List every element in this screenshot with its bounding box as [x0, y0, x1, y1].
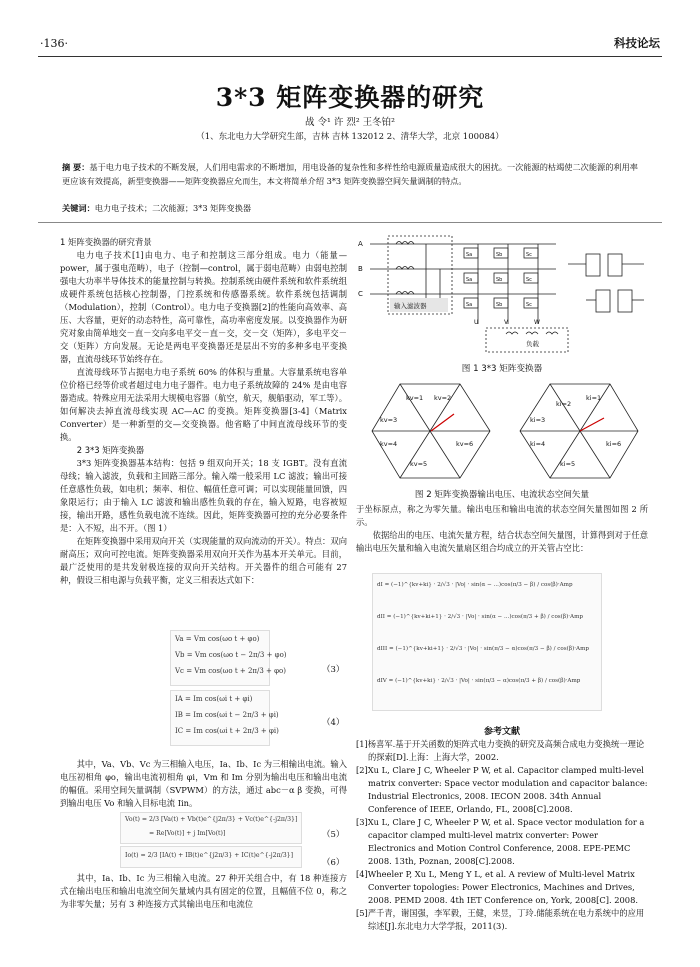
keywords-label: 关键词：	[62, 203, 95, 213]
page-number: ·136·	[40, 37, 68, 50]
right-column-text	[356, 503, 648, 555]
figure-1-switch-label: Sb	[496, 277, 503, 283]
figure-2-vector-diagram	[370, 378, 642, 484]
duty-eq-line: dI = (−1)^{kv+ki} · 2/√3 · |Vo| · sin(α − ...)cos(π/3 − β) / cos(β)·Amp	[377, 582, 573, 588]
section1-paragraph-1: 电力电子技术[1]由电力、电子和控制这三部分组成。电力（能量—power，属于强电范畴），电子（控制—control，属于弱电范畴）由弱电控制强电大功率半导体技术的能量控制与转换。控制系统由硬件系统和软件系统组成硬件系统包括核心控制器，门控系统和传感器系统。软件系统包括调制（Modulation），控制（Control）。电力电子变换器[2]的性能向高效率、高压、大容量，更好的动态特性，高可靠性，高功率密度发展。以变换器作为研究对象由简单地交－直－交向多电平交－直－交，交－交（矩阵），多电平交－交（矩阵）方向发展。无论是两电平变换器还是层出不穷的多种多电平变换器，直流母线环节始终存在。	[60, 250, 347, 364]
para-after-eq4: 其中，Va、Vb、Vc 为三相输入电压，Ia、Ib、Ic 为三相输出电流。输入电压初相角 φo，输出电流初相角 φi，Vm 和 Im 分别为输出电压和输出电流的幅值。采用空间矢量调制（SVPWM）的方法，通过 abc－α β 变换，可得到输出电压 Vo 和输入目标电流 Iin。	[60, 759, 347, 808]
figure-2-right-sector: ki=5	[560, 460, 576, 468]
figure-1-phase-label: C	[358, 290, 363, 298]
keywords	[62, 203, 640, 214]
figure-2-right-sector: ki=3	[530, 416, 546, 424]
equation-6-number: （6）	[322, 858, 345, 868]
abstract-label: 摘 要：	[62, 162, 90, 172]
equation-4	[170, 690, 279, 746]
figure-2-left-sector: kv=4	[380, 440, 398, 448]
figure-2-left-sector: kv=3	[380, 416, 398, 424]
authors: 战 令¹ 许 烈² 王冬铂²	[304, 117, 395, 128]
equation-3-number: （3）	[322, 665, 345, 675]
figure-1-switch-label: Sc	[526, 252, 532, 258]
figure-2-caption: 图 2 矩阵变换器输出电压、电流状态空间矢量	[414, 490, 590, 500]
figure-2-left-sector: kv=2	[434, 394, 452, 402]
figure-2-left-sector: kv=6	[456, 440, 474, 448]
figure-1-circuit	[356, 234, 648, 356]
abstract	[62, 160, 640, 188]
right-paragraph-1: 于坐标原点，称之为零矢量。输出电压和输出电流的状态空间矢量图如图 2 所示。	[356, 504, 648, 527]
references-heading: 参考文献	[483, 727, 520, 737]
journal-section: 科技论坛	[614, 36, 660, 50]
figure-2-right-sector: ki=1	[586, 394, 602, 402]
figure-1-switch-label: Sc	[526, 277, 532, 283]
reference-item: [4]Wheeler P, Xu L, Meng Y L, et al. A review of Multi-level Matrix Converter topologies: Power Electronics, Machines and Drives, 2008. PEMD 2008. 4th IET Conference on, York, 2008[C]. 2008.	[356, 869, 638, 905]
affiliations: （1、东北电力大学研究生部，吉林 吉林 132012 2、清华大学，北京 100084）	[196, 132, 504, 142]
section2-heading: 2 3*3 矩阵变换器	[76, 445, 145, 455]
figure-1-output-label: U	[474, 319, 479, 326]
keywords-text: 电力电子技术；二次能源；3*3 矩阵变换器	[94, 203, 252, 213]
abstract-text: 基于电力电子技术的不断发展，人们用电需求的不断增加，用电设备的复杂性和多样性给电源质量造成很大的困扰。一次能源的枯竭使二次能源的利用率更应该有效提高，新型变换器——矩阵变换器应允而生，本文将简单介绍 3*3 矩阵变换器空间矢量调制的特点。	[62, 162, 638, 186]
eq3-line: Vc = Vm cos(ωo t + 2π/3 + φo)	[175, 667, 286, 675]
figure-1-load-label: 负载	[526, 340, 539, 348]
eq5-line: Vo(t) = 2/3 [Va(t) + Vb(t)e^{j2π/3} + Vc(t)e^{-j2π/3}]	[125, 816, 298, 823]
para-after-eq6-block	[60, 872, 347, 911]
eq4-line: IC = Im cos(ωi t + 2π/3 + φi)	[175, 727, 279, 735]
equation-3	[170, 630, 287, 686]
eq4-line: IB = Im cos(ωi t − 2π/3 + φi)	[175, 711, 279, 719]
right-paragraph-2: 依据给出的电压、电流矢量方程，结合状态空间矢量图，计算得到对于任意输出电压矢量和输入电流矢量扇区组合均成立的开关管占空比：	[356, 530, 648, 553]
duty-cycle-equations	[372, 573, 602, 711]
figure-1-output-label: V	[504, 319, 509, 326]
left-column	[60, 236, 347, 587]
figure-1-output-label: W	[534, 319, 540, 326]
section1-heading: 1 矩阵变换器的研究背景	[60, 237, 152, 247]
equation-4-number: （4）	[322, 718, 345, 728]
para-after-eq4-block	[60, 758, 347, 810]
eq5-line: = Re[Vo(t)] + j Im[Vo(t)]	[149, 830, 226, 837]
duty-eq-line: dIV = (−1)^{kv+ki} · 2/√3 · |Vo| · sin(π/3 − α)cos(π/3 + β) / cos(β)·Amp	[377, 678, 581, 684]
figure-1-switch-label: Sb	[496, 302, 503, 308]
figure-1-switch-label: Sc	[526, 302, 532, 308]
figure-1-switch-label: Sa	[466, 252, 473, 258]
figure-2-left-sector: kv=5	[410, 460, 428, 468]
paper-title: 3*3 矩阵变换器的研究	[215, 83, 485, 112]
figure-2-right-sector: ki=4	[530, 440, 546, 448]
figure-1-caption: 图 1 3*3 矩阵变换器	[461, 364, 543, 374]
header-rule	[38, 56, 662, 57]
eq6-line: Io(t) = 2/3 [IA(t) + IB(t)e^{j2π/3} + IC(t)e^{-j2π/3}]	[125, 852, 294, 859]
figure-2-left-sector: kv=1	[406, 394, 424, 402]
eq3-line: Va = Vm cos(ωo t + φo)	[175, 635, 260, 643]
para-after-eq6: 其中，Ia、Ib、Ic 为三相输入电流。27 种开关组合中，有 18 种连接方式在输出电压和输出电流空间矢量域内具有固定的位置，且幅值不位 0，称之为非零矢量；另有 3 种连接方式其输出电压和电流位	[60, 873, 347, 909]
reference-item: [2]Xu L, Clare J C, Wheeler P W, et al. Capacitor clamped multi-level matrix converter: Space vector modulation and capacitor balance: Industrial Electronics, 2008. IECON 2008. 34th Annual Conference of IEEE, Orlando, FL, 2008[C].2008.	[356, 765, 648, 814]
figure-1-phase-label: A	[358, 240, 363, 248]
figure-1-phase-label: B	[358, 265, 363, 273]
abstract-rule	[38, 222, 662, 223]
reference-item: [5]严千青，谢国强，李军毅，王健，来昱，丁玲.储能系统在电力系统中的应用综述[J].东北电力大学学报，2011(3).	[356, 908, 645, 931]
eq3-line: Vb = Vm cos(ωo t − 2π/3 + φo)	[175, 651, 287, 659]
figure-2-right-sector: ki=6	[606, 440, 622, 448]
references-list	[356, 738, 648, 933]
reference-item: [3]Xu L, Clare J C, Wheeler P W, et al. Space vector modulation for a capacitor clamped multi-level matrix converter: Power Electronics and Motion Control Conference, 2008. EPE-PEMC 2008. 13th, Poznan, 2008[C].2008.	[356, 817, 645, 866]
figure-1-switch-label: Sb	[496, 252, 503, 258]
section2-paragraph-2: 在矩阵变换器中采用双向开关（实现能量的双向流动的开关）。特点：双向耐高压；双向可控电流。矩阵变换器采用双向开关作为基本开关单元。目前，最广泛使用的是共发射极连接的双向开关结构。开关器件的组合可能有 27 种，假设三相电源与负载平衡，定义三相表达式如下：	[60, 536, 347, 585]
equation-5-number: （5）	[322, 830, 345, 840]
equation-5	[120, 812, 302, 844]
figure-2-right-sector: ki=2	[556, 400, 572, 408]
figure-1-switch-label: Sa	[466, 302, 473, 308]
eq4-line: IA = Im cos(ωi t + φi)	[175, 695, 253, 703]
duty-eq-line: dIII = (−1)^{kv+ki+1} · 2/√3 · |Vo| · sin(π/3 − α)cos(π/3 − β) / cos(β)·Amp	[377, 646, 589, 652]
section1-paragraph-2: 直流母线环节占据电力电子系统 60% 的体积与重量。大容量系统电容单位价格已经等价或者超过电力电子器件。电力电子系统故障的 24% 是由电容器造成。特殊应用无法采用大规模电容器（航空，航天，舰船驱动，军工等）。如何解决去掉直流母线实现 AC—AC 的变换。矩阵变换器[3-4]（Matrix Converter）是一种新型的交—交变换器。他省略了中间直流母线环节的变换。	[60, 367, 347, 442]
figure-1-switch-label: Sa	[466, 277, 473, 283]
figure-1-filter-label: 输入滤波器	[394, 302, 427, 310]
equation-6	[120, 846, 302, 868]
section2-paragraph-1: 3*3 矩阵变换器基本结构：包括 9 组双向开关；18 支 IGBT。没有直流母线；输入滤波，负载和主回路三部分。输入端一般采用 LC 滤波；输出可接任意感性负载，如电机；频率、相位、幅值任意可调；可以实现能量回馈，四象限运行；由于输入 LC 滤波和输出感性负载的存在，输入短路，电容被短接，输出开路，感性负载电流不连续。因此，矩阵变换器可控的充分必要条件是：入不短，出不开。（图 1）	[60, 458, 347, 533]
reference-item: [1]杨喜军.基于开关函数的矩阵式电力变换的研究及高频合成电力变换统一理论的探索[D].上海：上海大学，2002.	[356, 739, 645, 762]
duty-eq-line: dII = (−1)^{kv+ki+1} · 2/√3 · |Vo| · sin(α − ...)cos(π/3 + β) / cos(β)·Amp	[377, 614, 583, 620]
